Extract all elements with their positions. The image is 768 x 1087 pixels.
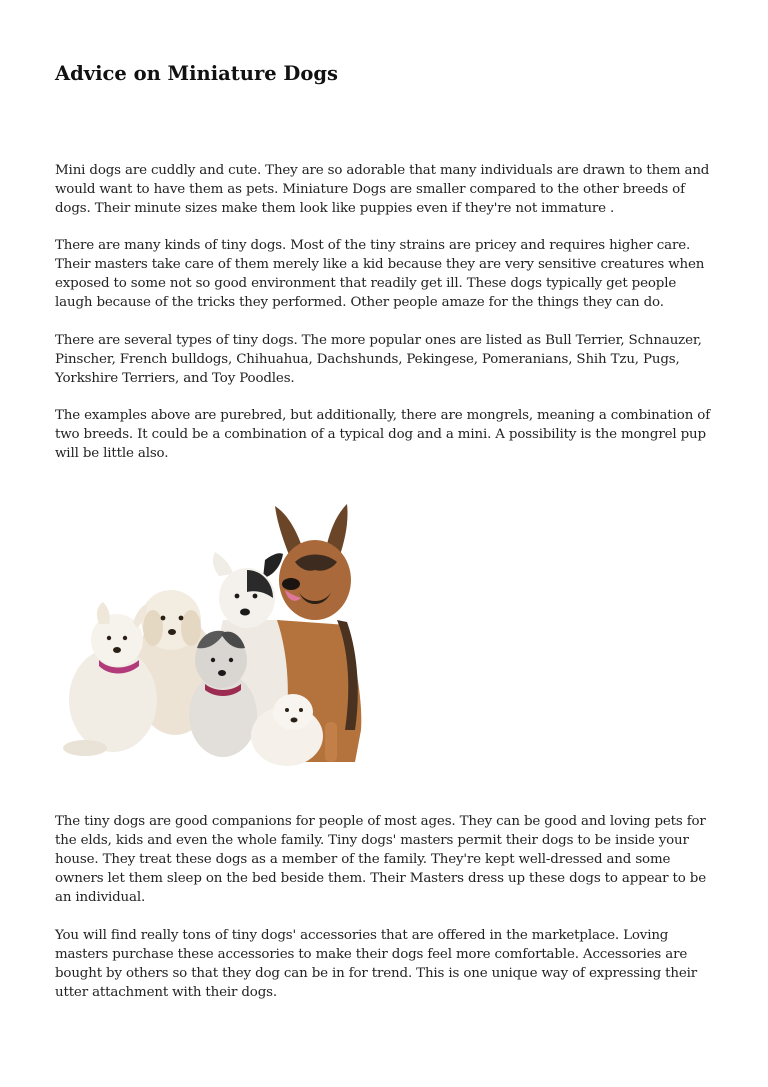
paragraph-intro: Mini dogs are cuddly and cute. They are so adorable that many individuals are drawn to them and would want to have them as pets. Miniature Dogs are smaller compared to the other breeds of dogs. Their minute sizes make them look like puppies even if they're not immature . xyxy=(55,163,710,216)
paragraph-types: There are several types of tiny dogs. The more popular ones are listed as Bull Terrier, Schnauzer, Pinscher, French bulldogs, Chihuahua, Dachshunds, Pekingese, Pomeranians, Shih Tzu, Pugs, Yorkshire Terriers, and Toy Poodles. xyxy=(55,333,702,386)
paragraph-kinds: There are many kinds of tiny dogs. Most of the tiny strains are pricey and requires higher care. Their masters take care of them merely like a kid because they are very sensitive creatures when exposed to some not so good environment that readily get ill. These dogs typically get people laugh because of the tricks they performed. Other people amaze for the things they can do. xyxy=(55,238,705,310)
paragraph-mongrels: The examples above are purebred, but additionally, there are mongrels, meaning a combination of two breeds. It could be a combination of a typical dog and a mini. A possibility is the mongrel pup will be little also. xyxy=(55,408,710,461)
page-title: Advice on Miniature Dogs xyxy=(55,62,338,85)
dogs-group-image xyxy=(55,500,365,770)
paragraph-accessories: You will find really tons of tiny dogs' accessories that are offered in the marketplace. Loving masters purchase these accessories to make their dogs feel more comfortable. Accessories are bought by others so that they dog can be in for trend. This is one unique way of expressing their utter attachment with their dogs. xyxy=(55,928,698,1000)
paragraph-companions: The tiny dogs are good companions for people of most ages. They can be good and loving pets for the elds, kids and even the whole family. Tiny dogs' masters permit their dogs to be inside your house. They treat these dogs as a member of the family. They're kept well-dressed and some owners let them sleep on the bed beside them. Their Masters dress up these dogs to appear to be an individual. xyxy=(55,814,706,905)
